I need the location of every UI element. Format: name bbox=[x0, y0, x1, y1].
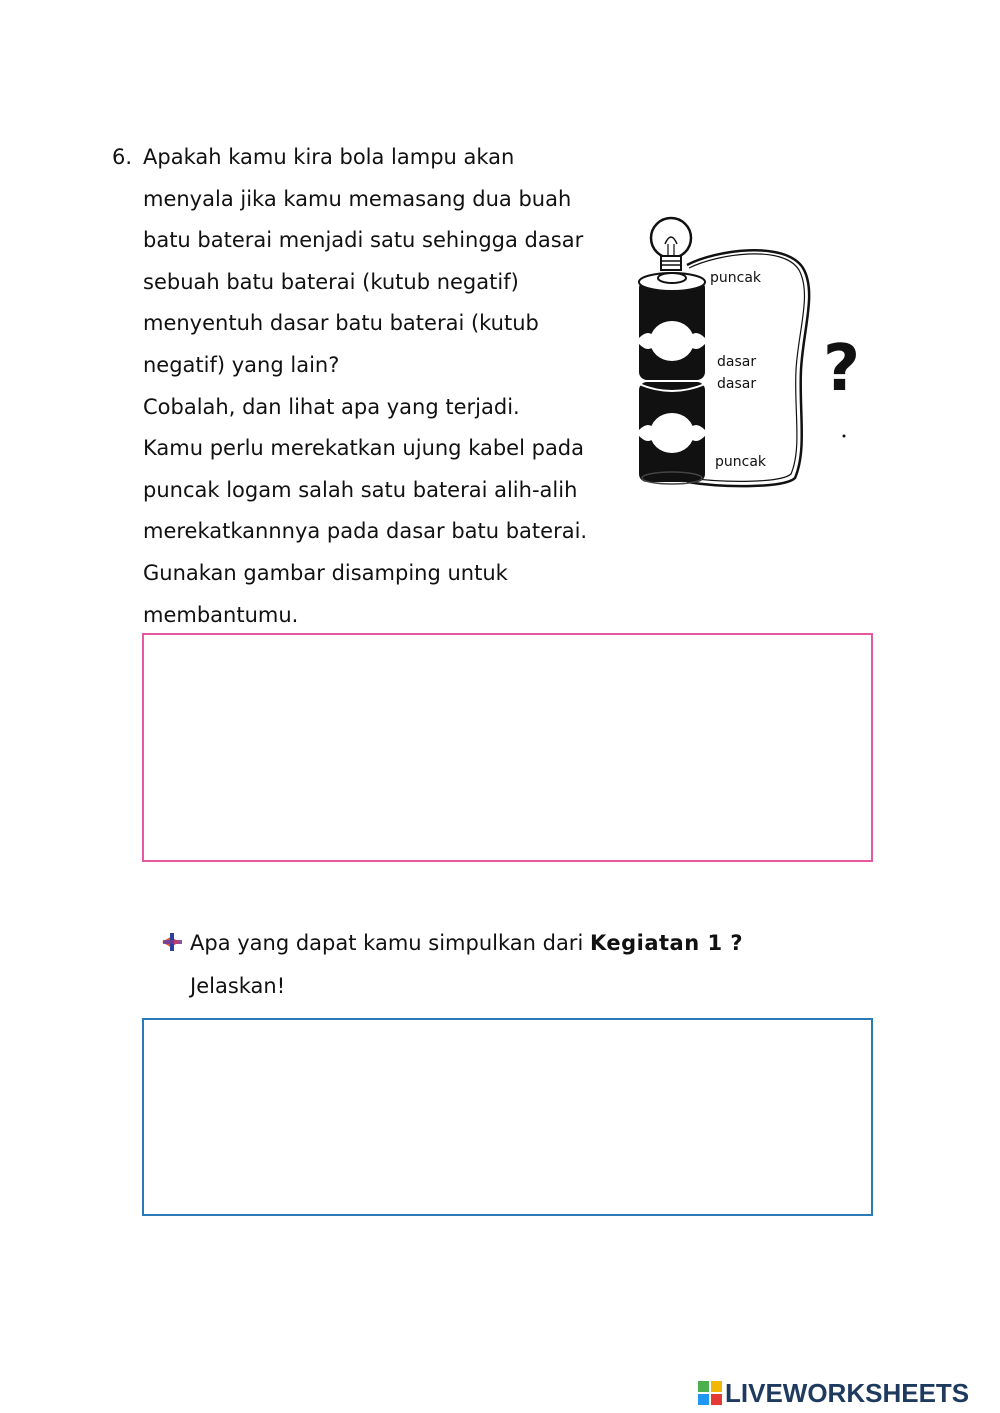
conclusion-line2: Jelaskan! bbox=[190, 974, 286, 998]
logo-icon bbox=[698, 1381, 722, 1405]
question-number: 6. bbox=[112, 145, 133, 169]
question-line: menyala jika kamu memasang dua buah bbox=[143, 186, 572, 211]
conclusion-activity: Kegiatan 1 ? bbox=[589, 931, 744, 955]
question-line: puncak logam salah satu baterai alih-alih bbox=[143, 477, 578, 502]
battery-upper-icon bbox=[639, 273, 705, 380]
question-text bbox=[143, 137, 613, 636]
answer-box-1[interactable] bbox=[142, 633, 873, 862]
logo-text: LIVEWORKSHEETS bbox=[725, 1377, 970, 1408]
conclusion-prefix: Apa yang dapat kamu simpulkan dari bbox=[190, 931, 590, 955]
battery-bulb-illustration bbox=[625, 210, 885, 500]
question-line: membantumu. bbox=[143, 602, 299, 627]
question-line: Apakah kamu kira bola lampu akan bbox=[143, 145, 515, 169]
label-dasar-2: dasar bbox=[717, 376, 757, 392]
question-line: Kamu perlu merekatkan ujung kabel pada bbox=[143, 436, 585, 461]
question-line: Gunakan gambar disamping untuk bbox=[143, 560, 508, 585]
label-puncak-top: puncak bbox=[710, 270, 762, 286]
light-bulb-icon bbox=[651, 218, 691, 270]
question-line: Cobalah, dan lihat apa yang terjadi. bbox=[143, 394, 520, 419]
battery-lower-icon bbox=[639, 382, 705, 484]
question-line: sebuah batu baterai (kutub negatif) bbox=[143, 269, 519, 294]
question-line: negatif) yang lain? bbox=[143, 352, 340, 377]
liveworksheets-logo bbox=[698, 1378, 969, 1408]
question-line: batu baterai menjadi satu sehingga dasar bbox=[143, 228, 584, 253]
label-puncak-bottom: puncak bbox=[715, 454, 767, 470]
label-dasar-1: dasar bbox=[717, 354, 757, 370]
question-mark: ? bbox=[823, 332, 861, 406]
question-line: menyentuh dasar batu baterai (kutub bbox=[143, 311, 539, 336]
question-line: merekatkannnya pada dasar batu baterai. bbox=[143, 519, 588, 544]
conclusion-question bbox=[190, 922, 810, 1008]
bullet-arrow-icon bbox=[160, 930, 184, 954]
answer-box-2[interactable] bbox=[142, 1018, 873, 1216]
